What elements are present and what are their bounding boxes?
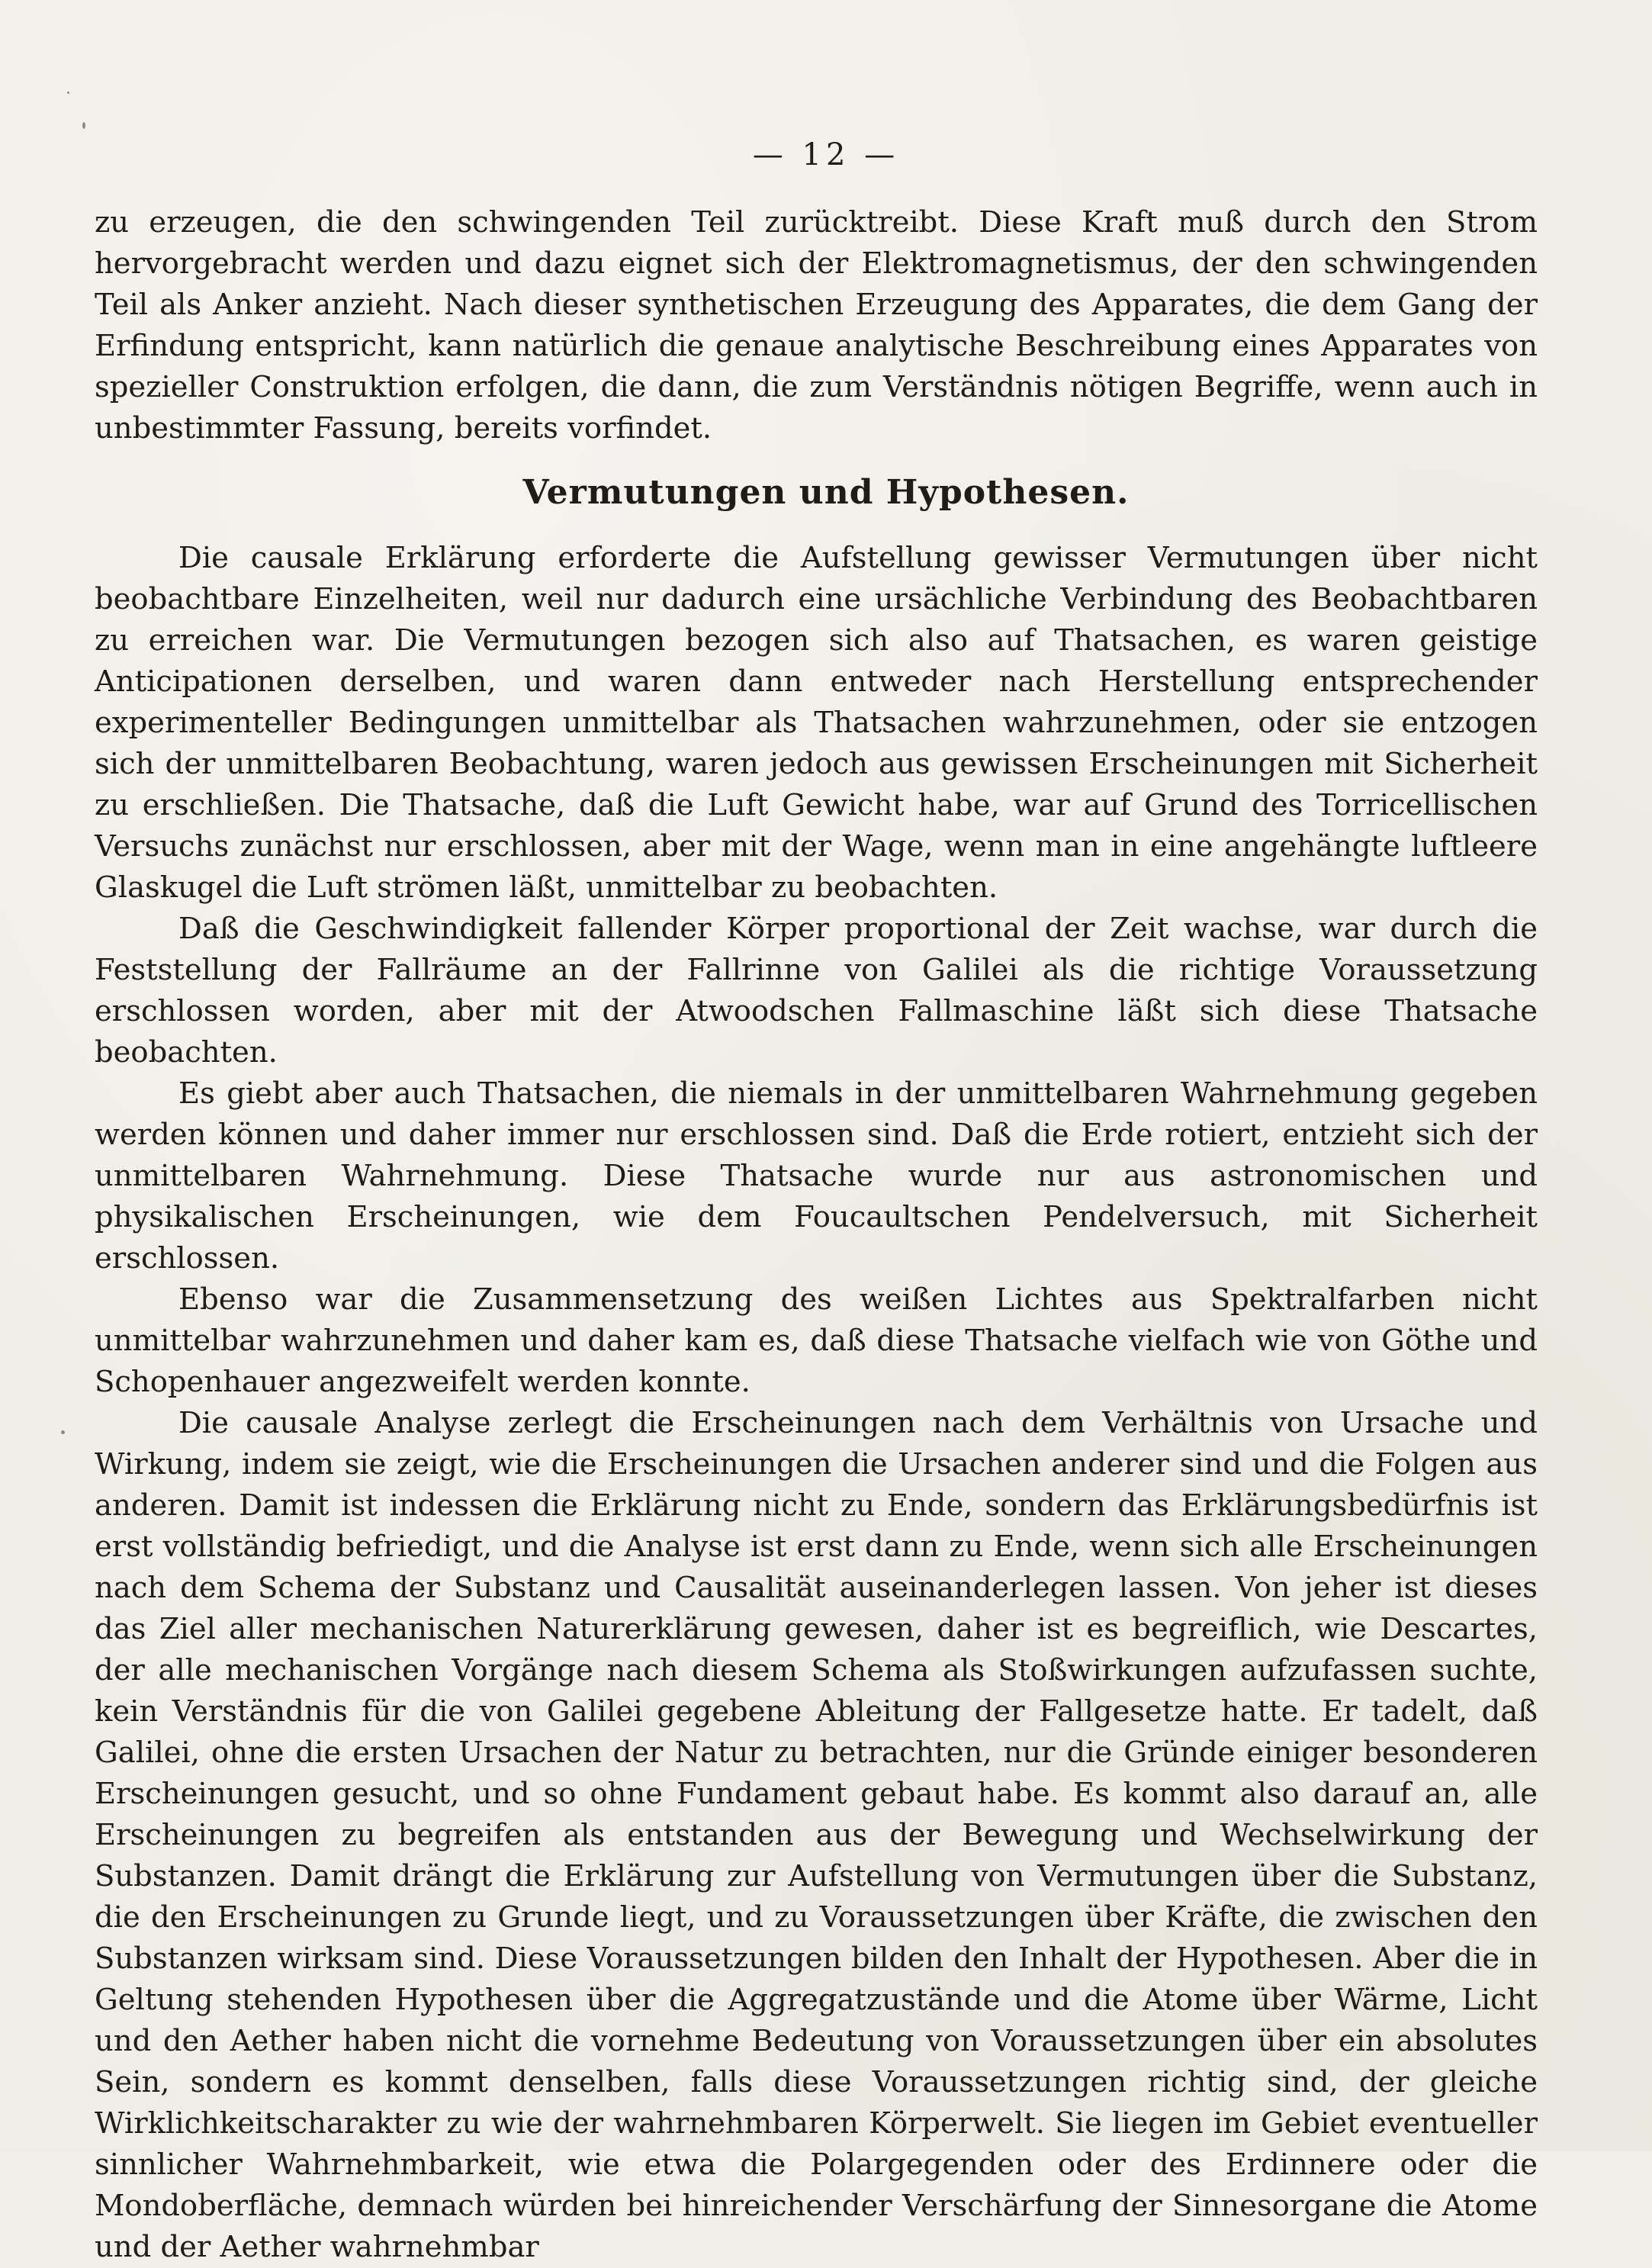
paper-speck bbox=[61, 1430, 65, 1434]
paper-speck bbox=[67, 92, 69, 94]
paper-speck bbox=[82, 122, 85, 129]
paragraph-vermutungen: Die causale Erklärung erforderte die Aufstellung gewisser Vermutungen über nicht beobachtbare Einzelheiten, weil nur dadurch eine ursächliche Verbindung des Beobachtbaren zu erreichen war. Die Vermutungen bezogen sich also auf Thatsachen, es waren geistige Anticipationen derselben, und waren dann entweder nach Herstellung entsprechender experimenteller Bedingungen unmittelbar als Thatsachen wahrzunehmen, oder sie entzogen sich der unmittelbaren Beobachtung, waren jedoch aus gewissen Erscheinungen mit Sicherheit zu erschließen. Die Thatsache, daß die Luft Gewicht habe, war auf Grund des Torricellischen Versuchs zunächst nur erschlossen, aber mit der Wage, wenn man in eine angehängte luftleere Glaskugel die Luft strömen läßt, unmittelbar zu beobachten. bbox=[95, 541, 1538, 905]
section-body bbox=[95, 538, 1538, 2268]
paragraph-licht: Ebenso war die Zusammensetzung des weißen Lichtes aus Spektralfarben nicht unmittelbar wahrzunehmen und daher kam es, daß diese Thatsache vielfach wie von Göthe und Schopenhauer angezweifelt werden konnte. bbox=[95, 1282, 1538, 1399]
paragraph-fallgeschwindigkeit: Daß die Geschwindigkeit fallender Körper proportional der Zeit wachse, war durch die Feststellung der Fallräume an der Fallrinne von Galilei als die richtige Voraussetzung erschlossen worden, aber mit der Atwoodschen Fallmaschine läßt sich diese Thatsache beobachten. bbox=[95, 912, 1538, 1070]
paragraph-causale-analyse: Die causale Analyse zerlegt die Erscheinungen nach dem Verhältnis von Ursache und Wirkung, indem sie zeigt, wie die Erscheinungen die Ursachen anderer sind und die Folgen aus anderen. Damit ist indessen die Erklärung nicht zu Ende, sondern das Erklärungsbedürfnis ist erst vollständig befriedigt, und die Analyse ist erst dann zu Ende, wenn sich alle Erscheinungen nach dem Schema der Substanz und Causalität auseinanderlegen lassen. Von jeher ist dieses das Ziel aller mechanischen Naturerklärung gewesen, daher ist es begreiflich, wie Descartes, der alle mechanischen Vorgänge nach diesem Schema als Stoßwirkungen aufzufassen suchte, kein Verständnis für die von Galilei gegebene Ableitung der Fallgesetze hatte. Er tadelt, daß Galilei, ohne die ersten Ursachen der Natur zu betrachten, nur die Gründe einiger besonderen Erscheinungen gesucht, und so ohne Fundament gebaut habe. Es kommt also darauf an, alle Erscheinungen zu begreifen als entstanden aus der Bewegung und Wechselwirkung der Substanzen. Damit drängt die Erklärung zur Aufstellung von Vermutungen über die Substanz, die den Erscheinungen zu Grunde liegt, und zu Voraussetzungen über Kräfte, die zwischen den Substanzen wirksam sind. Diese Voraussetzungen bilden den Inhalt der Hypothesen. Aber die in Geltung stehenden Hypothesen über die Aggregatzustände und die Atome über Wärme, Licht und den Aether haben nicht die vornehme Bedeutung von Voraussetzungen über ein absolutes Sein, sondern es kommt denselben, falls diese Voraussetzungen richtig sind, der gleiche Wirklichkeitscharakter zu wie der wahrnehmbaren Körperwelt. Sie liegen im Gebiet eventueller sinnlicher Wahrnehmbarkeit, wie etwa die Polargegenden oder des Erdinnere oder die Mondoberfläche, demnach würden bei hinreichender Verschärfung der Sinnesorgane die Atome und der Aether wahrnehmbar bbox=[95, 1406, 1538, 2264]
page-number: — 12 — bbox=[752, 137, 900, 172]
intro-text bbox=[95, 202, 1538, 449]
intro-paragraph: zu erzeugen, die den schwingenden Teil zurücktreibt. Diese Kraft muß durch den Strom hervorgebracht werden und dazu eignet sich der Elektromagnetismus, der den schwingenden Teil als Anker anzieht. Nach dieser synthetischen Erzeugung des Apparates, die dem Gang der Erfindung entspricht, kann natürlich die genaue analytische Beschreibung eines Apparates von spezieller Construktion erfolgen, die dann, die zum Verständnis nötigen Begriffe, wenn auch in unbestimmter Fassung, bereits vorfindet. bbox=[95, 205, 1538, 446]
section-heading: Vermutungen und Hypothesen. bbox=[522, 473, 1130, 512]
paragraph-erdrotation: Es giebt aber auch Thatsachen, die niemals in der unmittelbaren Wahrnehmung gegeben werden können und daher immer nur erschlossen sind. Daß die Erde rotiert, entzieht sich der unmittelbaren Wahrnehmung. Diese Thatsache wurde nur aus astronomischen und physikalischen Erscheinungen, wie dem Foucaultschen Pendelversuch, mit Sicherheit erschlossen. bbox=[95, 1076, 1538, 1276]
